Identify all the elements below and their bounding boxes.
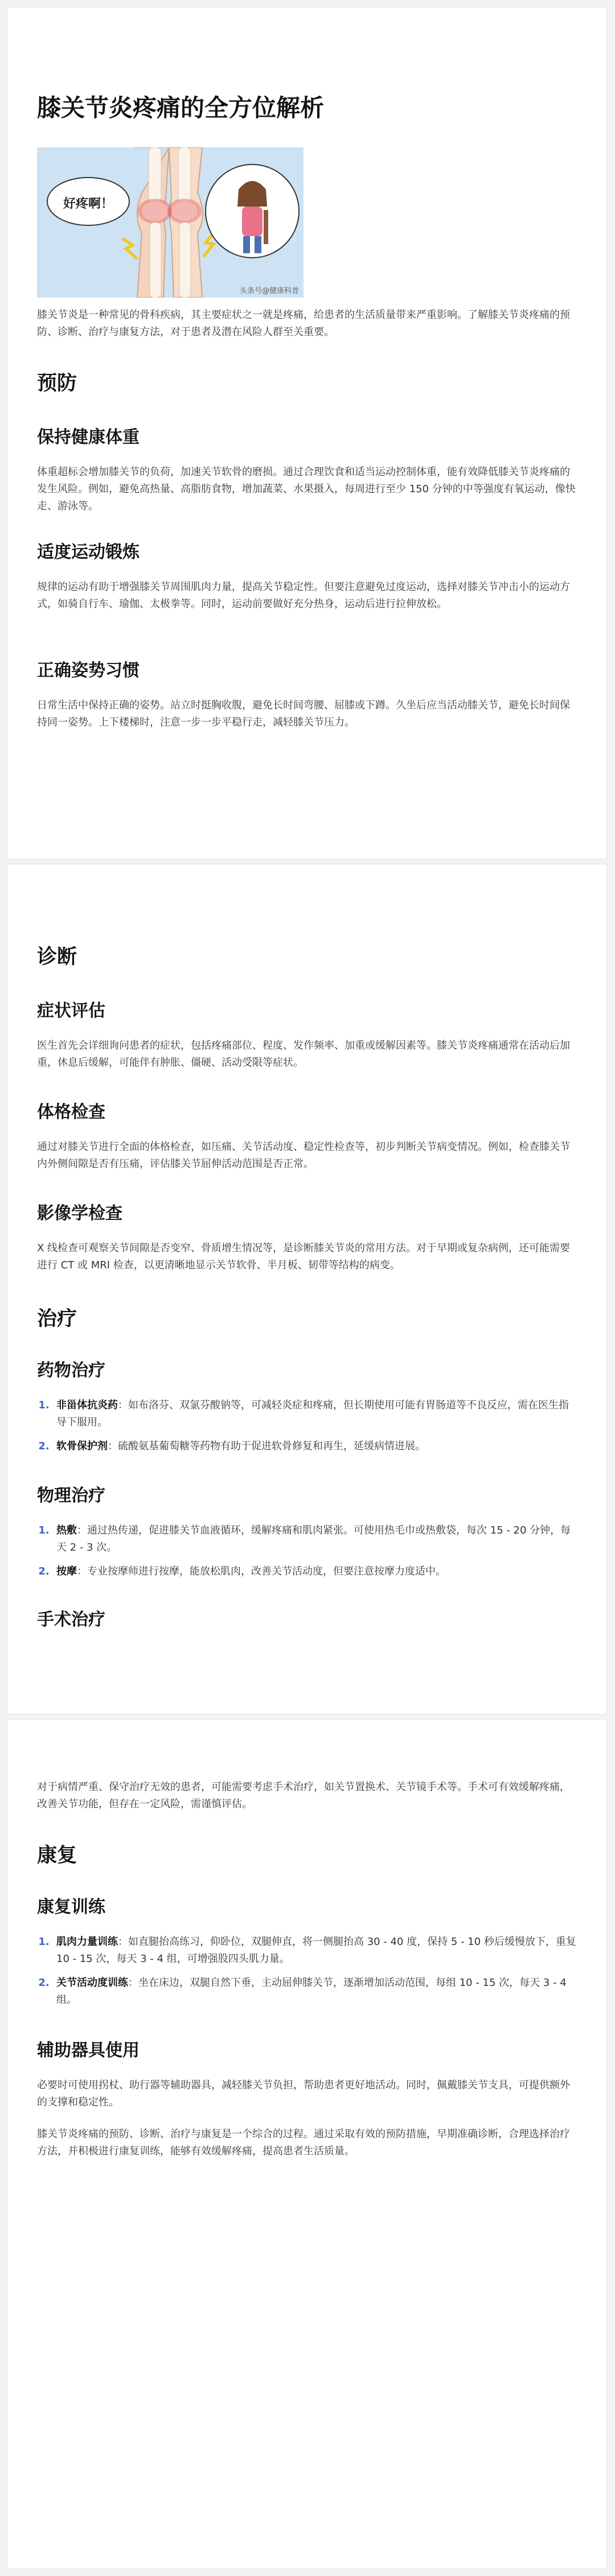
list-item-label: 非甾体抗炎药	[56, 1399, 118, 1411]
subheading-symptom: 症状评估	[37, 1001, 105, 1021]
paragraph-aids: 必要时可使用拐杖、助行器等辅助器具，减轻膝关节负担，帮助患者更好地活动。同时，佩戴膝关节支具，可提供额外的支撑和稳定性。	[37, 2079, 570, 2108]
subheading-exercise: 适度运动锻炼	[37, 542, 140, 562]
list-item	[53, 1397, 578, 1431]
list-item-label: 肌肉力量训练	[56, 1936, 118, 1948]
training-list	[37, 1934, 578, 2016]
list-item	[53, 1975, 578, 2009]
subheading-physical-exam: 体格检查	[37, 1102, 105, 1122]
paragraph-surgery: 对于病情严重、保守治疗无效的患者，可能需要考虑手术治疗，如关节置换术、关节镜手术等。手术可有效缓解疼痛，改善关节功能，但存在一定风险，需谨慎评估。	[37, 1781, 570, 1810]
illustration-bubble-text: 好疼啊！	[63, 197, 114, 211]
list-item-label: 热敷	[56, 1524, 77, 1536]
list-item-label: 关节活动度训练	[56, 1977, 128, 1989]
knee-illustration-graphic	[37, 147, 304, 298]
list-item	[53, 1563, 578, 1580]
subheading-drug: 药物治疗	[37, 1361, 105, 1380]
section-heading-treatment: 治疗	[37, 1308, 77, 1330]
subheading-posture: 正确姿势习惯	[37, 661, 140, 681]
paragraph-healthy-weight: 体重超标会增加膝关节的负荷，加速关节软骨的磨损。通过合理饮食和适当运动控制体重，能有效降低膝关节炎疼痛的发生风险。例如，避免高热量、高脂肪食物，增加蔬菜、水果摄入，每周进行至少 150 分钟的中等强度有氧运动，像快走、游泳等。	[37, 466, 576, 512]
article-title: 膝关节炎疼痛的全方位解析	[37, 94, 325, 122]
list-item-label: 按摩	[56, 1565, 77, 1577]
section-heading-prevention: 预防	[37, 372, 77, 395]
page-2	[7, 864, 607, 1714]
paragraph-conclusion: 膝关节炎疼痛的预防、诊断、治疗与康复是一个综合的过程。通过采取有效的预防措施，早期准确诊断，合理选择治疗方法，并积极进行康复训练，能够有效缓解疼痛，提高患者生活质量。	[37, 2128, 570, 2157]
list-item-text: ：如布洛芬、双氯芬酸钠等，可减轻炎症和疼痛，但长期使用可能有胃肠道等不良反应，需在医生指导下服用。	[56, 1399, 569, 1428]
subheading-training: 康复训练	[37, 1897, 105, 1917]
subheading-surgery: 手术治疗	[37, 1610, 105, 1630]
paragraph-exercise: 规律的运动有助于增强膝关节周围肌肉力量，提高关节稳定性。但要注意避免过度运动，选择对膝关节冲击小的运动方式，如骑自行车、瑜伽、太极拳等。同时，运动前要做好充分热身，运动后进行拉伸放松。	[37, 581, 570, 610]
list-item-text: ：硫酸氨基葡萄糖等药物有助于促进软骨修复和再生，延缓病情进展。	[108, 1440, 425, 1452]
list-item	[53, 1438, 578, 1455]
drug-list	[37, 1397, 578, 1462]
list-item-text: ：专业按摩师进行按摩，能放松肌肉，改善关节活动度，但要注意按摩力度适中。	[77, 1565, 446, 1577]
subheading-imaging: 影像学检查	[37, 1203, 122, 1223]
subheading-aids: 辅助器具使用	[37, 2041, 140, 2060]
intro-paragraph: 膝关节炎是一种常见的骨科疾病，其主要症状之一就是疼痛，给患者的生活质量带来严重影响。了解膝关节炎疼痛的预防、诊断、治疗与康复方法，对于患者及潜在风险人群至关重要。	[37, 309, 570, 338]
list-item-text: ：坐在床边，双腿自然下垂，主动屈伸膝关节，逐渐增加活动范围，每组 10 - 15 次，每天 3 - 4 组。	[56, 1977, 567, 2006]
list-item-label: 软骨保护剂	[56, 1440, 108, 1452]
section-heading-diagnosis: 诊断	[37, 946, 77, 968]
paragraph-symptom: 医生首先会详细询问患者的症状，包括疼痛部位、程度、发作频率、加重或缓解因素等。膝关节炎疼痛通常在活动后加重，休息后缓解，可能伴有肿胀、僵硬、活动受限等症状。	[37, 1040, 570, 1069]
paragraph-posture: 日常生活中保持正确的姿势。站立时挺胸收腹，避免长时间弯腰、屈膝或下蹲。久坐后应当活动膝关节，避免长时间保持同一姿势。上下楼梯时，注意一步一步平稳行走，减轻膝关节压力。	[37, 699, 570, 728]
section-heading-rehab: 康复	[37, 1844, 77, 1867]
page-3	[7, 1719, 607, 2569]
subheading-physio: 物理治疗	[37, 1486, 105, 1506]
paragraph-imaging: X 线检查可观察关节间隙是否变窄、骨质增生情况等，是诊断膝关节炎的常用方法。对于早期或复杂病例，还可能需要进行 CT 或 MRI 检查，以更清晰地显示关节软骨、半月板、韧带等结构的病变。	[37, 1242, 571, 1271]
list-item	[53, 1934, 578, 1968]
illustration-credit: 头条号@健康科普	[239, 287, 299, 295]
subheading-healthy-weight: 保持健康体重	[37, 427, 140, 447]
list-item-text: ：通过热传递，促进膝关节血液循环，缓解疼痛和肌肉紧张。可使用热毛巾或热敷袋，每次 15 - 20 分钟，每天 2 - 3 次。	[56, 1524, 571, 1553]
physio-list	[37, 1522, 578, 1587]
paragraph-physical-exam: 通过对膝关节进行全面的体格检查，如压痛、关节活动度、稳定性检查等，初步判断关节病变情况。例如，检查膝关节内外侧间隙是否有压痛，评估膝关节屈伸活动范围是否正常。	[37, 1141, 570, 1170]
list-item	[53, 1522, 578, 1556]
knee-pain-illustration	[37, 147, 304, 298]
page-1	[7, 7, 607, 859]
list-item-text: ：如直腿抬高练习，仰卧位，双腿伸直，将一侧腿抬高 30 - 40 度，保持 5 - 10 秒后缓慢放下，重复 10 - 15 次，每天 3 - 4 组，可增强股四头肌力量。	[56, 1936, 576, 1965]
